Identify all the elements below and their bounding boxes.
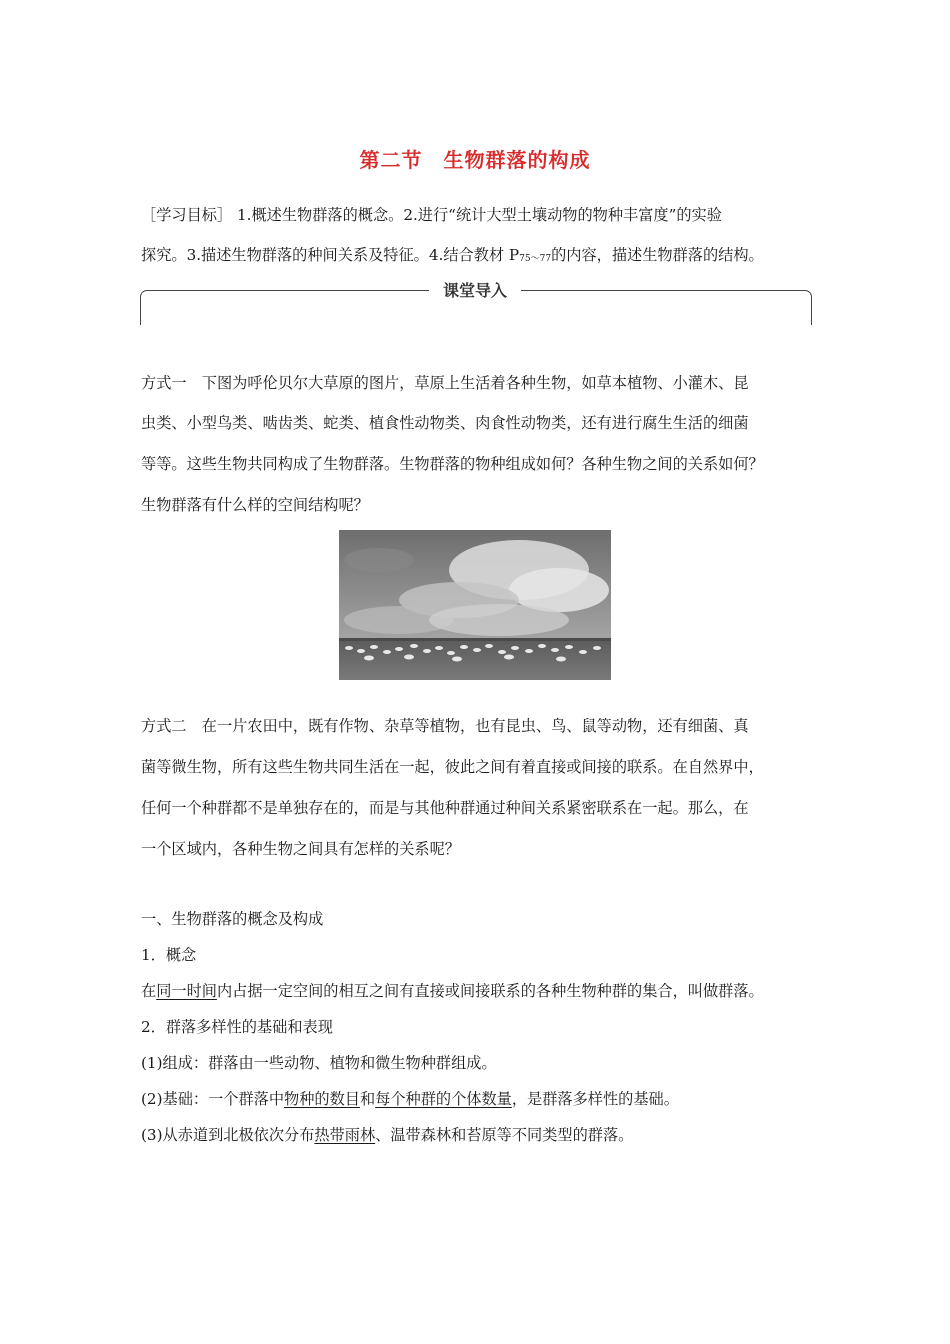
section-banner-label: 课堂导入: [429, 279, 521, 303]
concept-post: 内占据一定空间的相互之间有直接或间接联系的各种生物种群的集合，叫做群落。: [216, 982, 764, 1000]
objectives-text: 探究。3.描述生物群落的种间关系及特征。4.结合教材 P: [141, 246, 520, 264]
page-range: 75～77: [519, 254, 552, 264]
basis-pre: (2)基础：一个群落中: [141, 1090, 285, 1108]
intro2-line-1: 方式二 在一片农田中，既有作物、杂草等植物，也有昆虫、鸟、鼠等动物，还有细菌、真: [141, 717, 749, 735]
distribution-pre: (3)从赤道到北极依次分布: [141, 1126, 315, 1144]
intro1-line-3: 等等。这些生物共同构成了生物群落。生物群落的物种组成如何？各种生物之间的关系如何？: [141, 455, 764, 473]
diversity-heading: 2．群落多样性的基础和表现: [141, 1018, 333, 1036]
intro2-line-3: 任何一个种群都不是单独存在的，而是与其他种群通过种间关系紧密联系在一起。那么，在: [141, 799, 749, 817]
concept-text: [141, 978, 764, 1004]
distribution-underlined: 热带雨林: [314, 1126, 376, 1144]
basis-mid: 和: [359, 1090, 376, 1108]
page-title: 第二节 生物群落的构成: [359, 148, 591, 172]
intro2-line-2: 菌等微生物，所有这些生物共同生活在一起，彼此之间有着直接或间接的联系。在自然界中，: [141, 758, 764, 776]
objectives-text-end: 的内容，描述生物群落的结构。: [551, 246, 764, 264]
item-basis: [141, 1086, 679, 1112]
item-composition: (1)组成：群落由一些动物、植物和微生物种群组成。: [141, 1054, 497, 1072]
objectives-line-1: ［学习目标］ 1.概述生物群落的概念。2.进行“统计大型土壤动物的物种丰富度”的实验: [141, 206, 722, 224]
basis-underlined-2: 每个种群的个体数量: [375, 1090, 512, 1108]
section-banner: [0, 279, 950, 303]
intro1-line-1: 方式一 下图为呼伦贝尔大草原的图片，草原上生活着各种生物，如草本植物、小灌木、昆: [141, 374, 749, 392]
distribution-post: 、温带森林和苔原等不同类型的群落。: [375, 1126, 634, 1144]
grassland-photo: [339, 530, 611, 680]
concept-underlined: 同一时间: [156, 982, 217, 1000]
objectives-line-2: [141, 242, 764, 272]
item-distribution: [141, 1122, 633, 1148]
concept-heading: 1．概念: [141, 946, 197, 964]
basis-underlined-1: 物种的数目: [284, 1090, 360, 1108]
intro2-line-4: 一个区域内，各种生物之间具有怎样的关系呢？: [141, 840, 460, 858]
intro1-line-2: 虫类、小型鸟类、啮齿类、蛇类、植食性动物类、肉食性动物类，还有进行腐生生活的细菌: [141, 414, 749, 432]
section-heading: 一、生物群落的概念及构成: [141, 910, 324, 928]
basis-post: ，是群落多样性的基础。: [511, 1090, 679, 1108]
intro1-line-4: 生物群落有什么样的空间结构呢？: [141, 496, 369, 514]
concept-pre: 在: [141, 982, 157, 1000]
